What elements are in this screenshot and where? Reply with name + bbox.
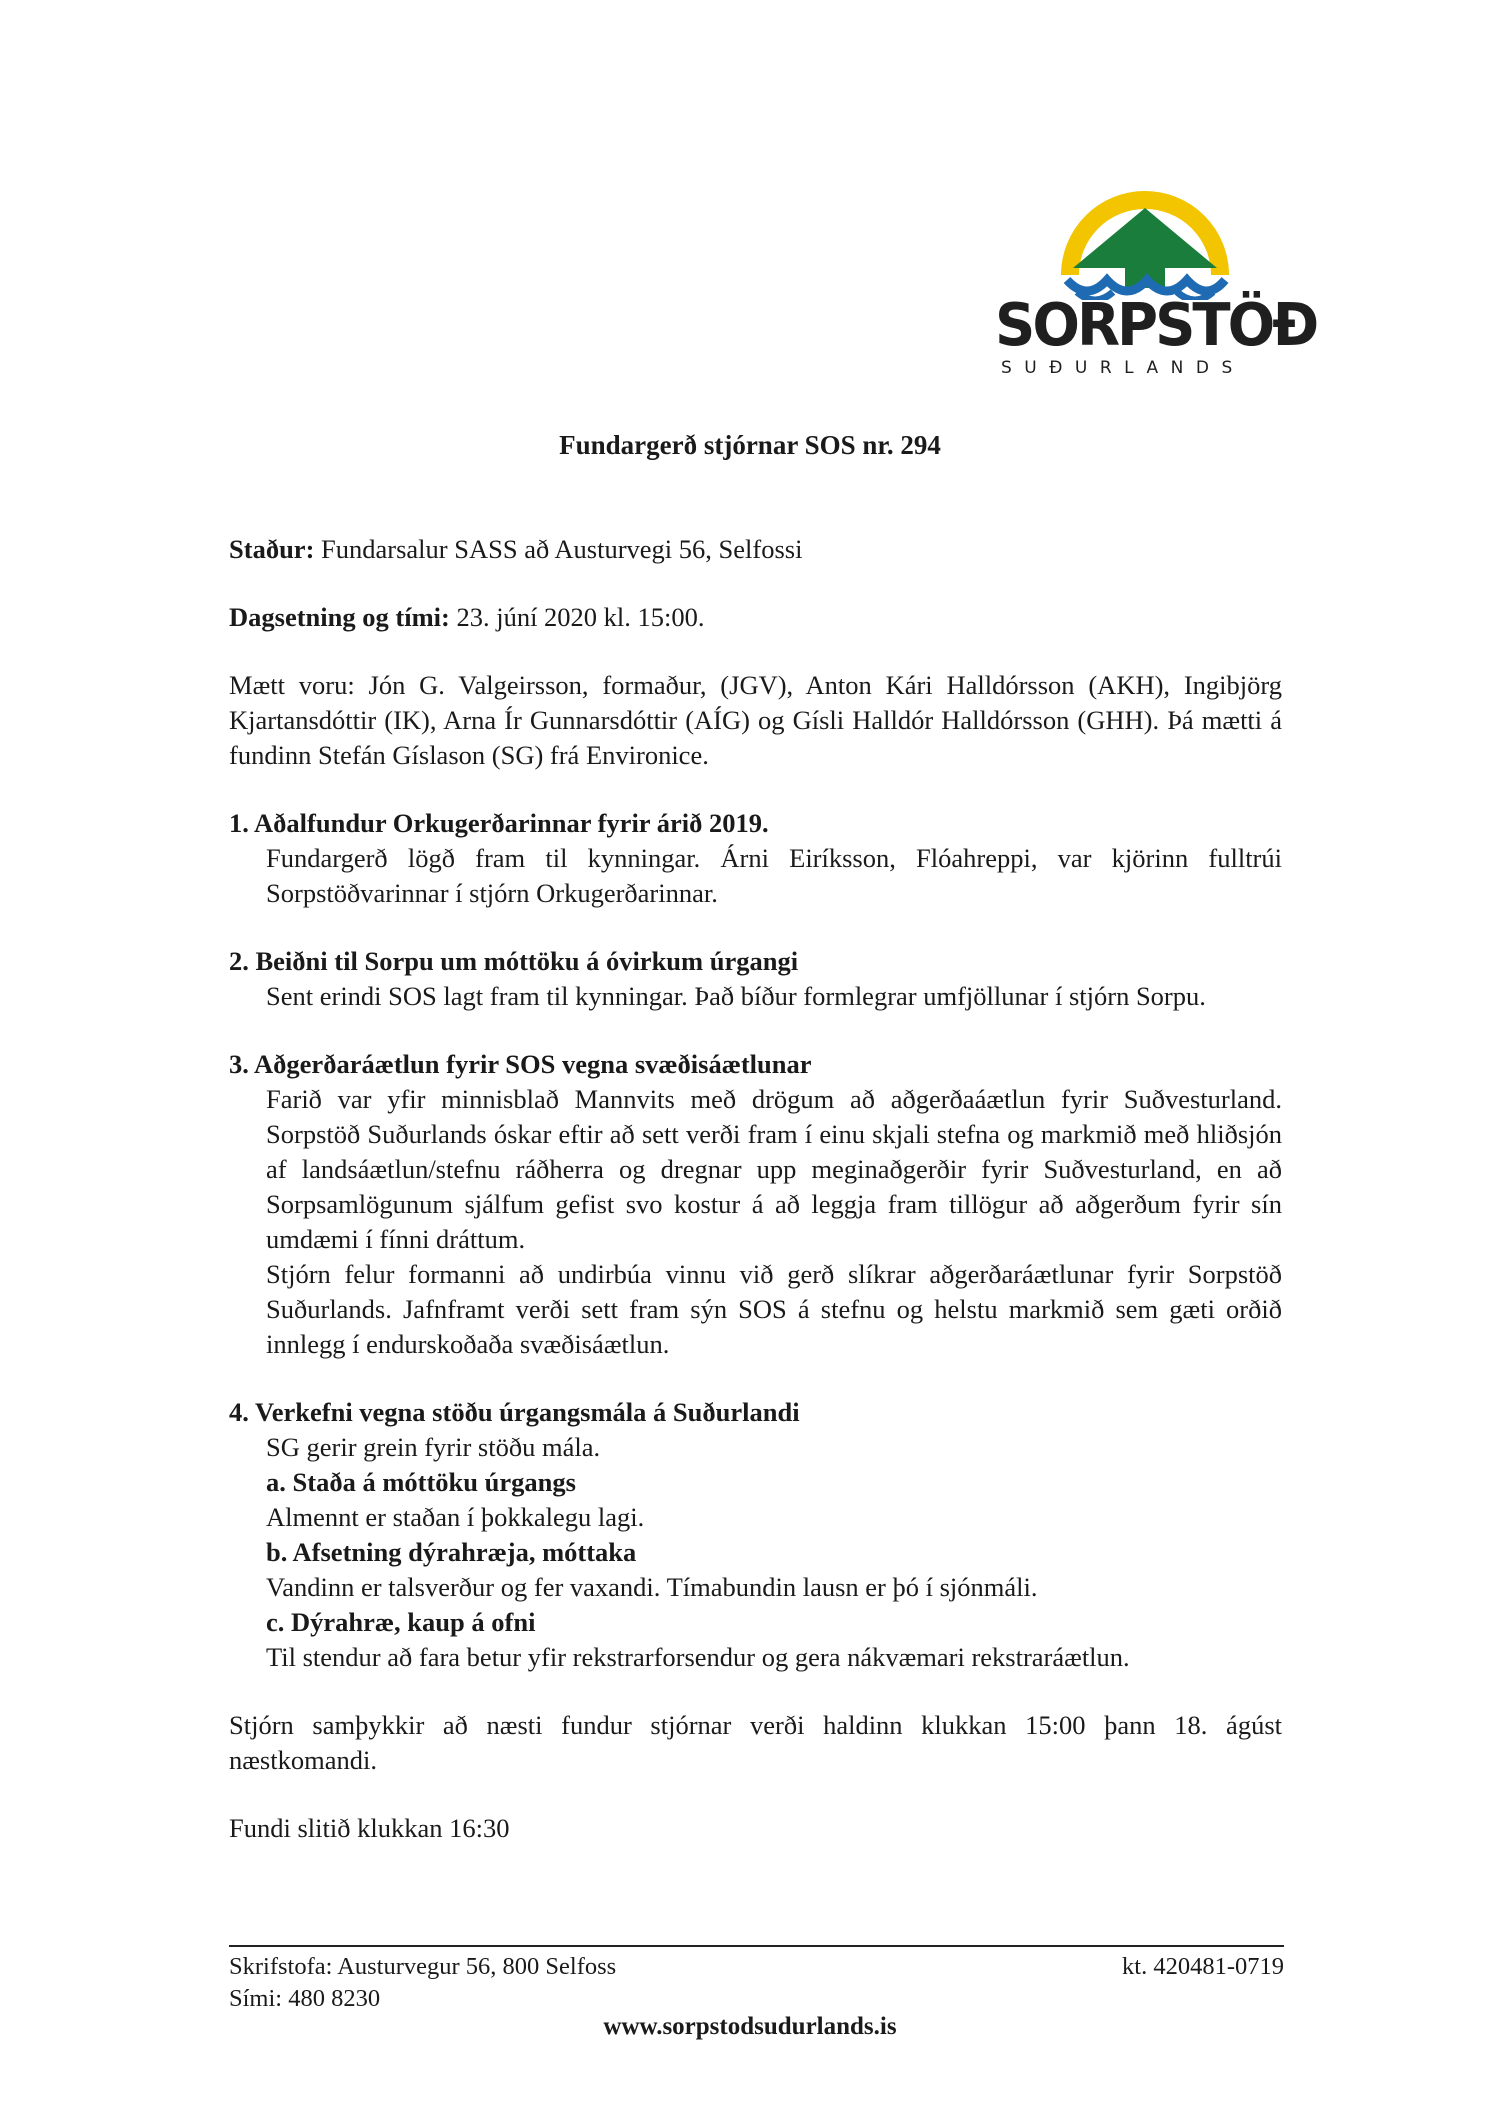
item-4a-body: Almennt er staðan í þokkalegu lagi. bbox=[266, 1502, 645, 1532]
place-label: Staður: bbox=[229, 534, 315, 564]
date-line bbox=[229, 600, 1282, 635]
attendance-paragraph: Mætt voru: Jón G. Valgeirsson, formaður, (JGV), Anton Kári Halldórsson (AKH), Ingibjörg Kjartansdóttir (IK), Arna Ír Gunnarsdóttir (AÍG) og Gísli Halldór Halldórsson (GHH). Þá mætti á fundinn Stefán Gíslason (SG) frá Environice. bbox=[229, 670, 1282, 770]
logo-wave-1 bbox=[1067, 280, 1225, 291]
logo-wordmark: SORPSTÖÐ bbox=[995, 291, 1317, 360]
item-1-heading: 1. Aðalfundur Orkugerðarinnar fyrir árið 2019. bbox=[229, 808, 769, 838]
place-line bbox=[229, 532, 1282, 567]
item-1-body: Fundargerð lögð fram til kynningar. Árni Eiríksson, Flóahreppi, var kjörinn fulltrúi Sorpstöðvarinnar í stjórn Orkugerðarinnar. bbox=[266, 843, 1282, 908]
footer bbox=[229, 1951, 1284, 2015]
item-2-body: Sent erindi SOS lagt fram til kynningar. Það bíður formlegrar umfjöllunar í stjórn Sorpu. bbox=[266, 981, 1206, 1011]
date-label: Dagsetning og tími: bbox=[229, 602, 450, 632]
sorpstod-logo bbox=[995, 180, 1317, 380]
item-4c-body: Til stendur að fara betur yfir rekstrarforsendur og gera nákvæmari rekstraráætlun. bbox=[266, 1642, 1130, 1672]
meeting-end: Fundi slitið klukkan 16:30 bbox=[229, 1813, 510, 1843]
date-value: 23. júní 2020 kl. 15:00. bbox=[449, 602, 705, 632]
footer-phone: Sími: 480 8230 bbox=[229, 1985, 381, 2012]
item-4b-body: Vandinn er talsverður og fer vaxandi. Tímabundin lausn er þó í sjónmáli. bbox=[266, 1572, 1038, 1602]
document-body bbox=[229, 532, 1282, 1846]
closing-paragraph: Stjórn samþykkir að næsti fundur stjórnar verði haldinn klukkan 15:00 þann 18. ágúst næstkomandi. bbox=[229, 1710, 1282, 1775]
item-2-heading: 2. Beiðni til Sorpu um móttöku á óvirkum úrgangi bbox=[229, 946, 799, 976]
footer-office: Skrifstofa: Austurvegur 56, 800 Selfoss bbox=[229, 1953, 617, 1980]
footer-website-link[interactable]: www.sorpstodsudurlands.is bbox=[603, 2013, 897, 2040]
item-4-body: SG gerir grein fyrir stöðu mála. bbox=[266, 1432, 601, 1462]
footer-divider bbox=[229, 1945, 1284, 1947]
item-4a-heading: a. Staða á móttöku úrgangs bbox=[266, 1467, 576, 1497]
place-value: Fundarsalur SASS að Austurvegi 56, Selfossi bbox=[314, 534, 803, 564]
document-title: Fundargerð stjórnar SOS nr. 294 bbox=[559, 430, 941, 460]
item-4c-heading: c. Dýrahræ, kaup á ofni bbox=[266, 1607, 536, 1637]
item-4-heading: 4. Verkefni vegna stöðu úrgangsmála á Suðurlandi bbox=[229, 1397, 800, 1427]
item-3-body-2: Stjórn felur formanni að undirbúa vinnu við gerð slíkrar aðgerðaráætlunar fyrir Sorpstöð Suðurlands. Jafnframt verði sett fram sýn SOS á stefnu og helstu markmið sem gæti orðið innlegg í endurskoðaða svæðisáætlun. bbox=[266, 1259, 1282, 1359]
item-3-heading: 3. Aðgerðaráætlun fyrir SOS vegna svæðisáætlunar bbox=[229, 1049, 812, 1079]
footer-kt: kt. 420481-0719 bbox=[1122, 1953, 1284, 1980]
logo-emblem-icon bbox=[995, 180, 1295, 300]
item-3-body: Farið var yfir minnisblað Mannvits með drögum að aðgerðaáætlun fyrir Suðvesturland. Sorpstöð Suðurlands óskar eftir að sett verði fram í einu skjali stefna og markmið með hliðsjón af landsáætlun/stefnu ráðherra og dregnar upp meginaðgerðir fyrir Suðvesturland, en að Sorpsamlögunum sjálfum gefist svo kostur á að leggja fram tillögur að aðgerðum fyrir sín umdæmi í fínni dráttum. bbox=[266, 1084, 1282, 1254]
item-4b-heading: b. Afsetning dýrahræja, móttaka bbox=[266, 1537, 637, 1567]
logo-subtitle: SUÐURLANDS bbox=[1001, 358, 1245, 378]
